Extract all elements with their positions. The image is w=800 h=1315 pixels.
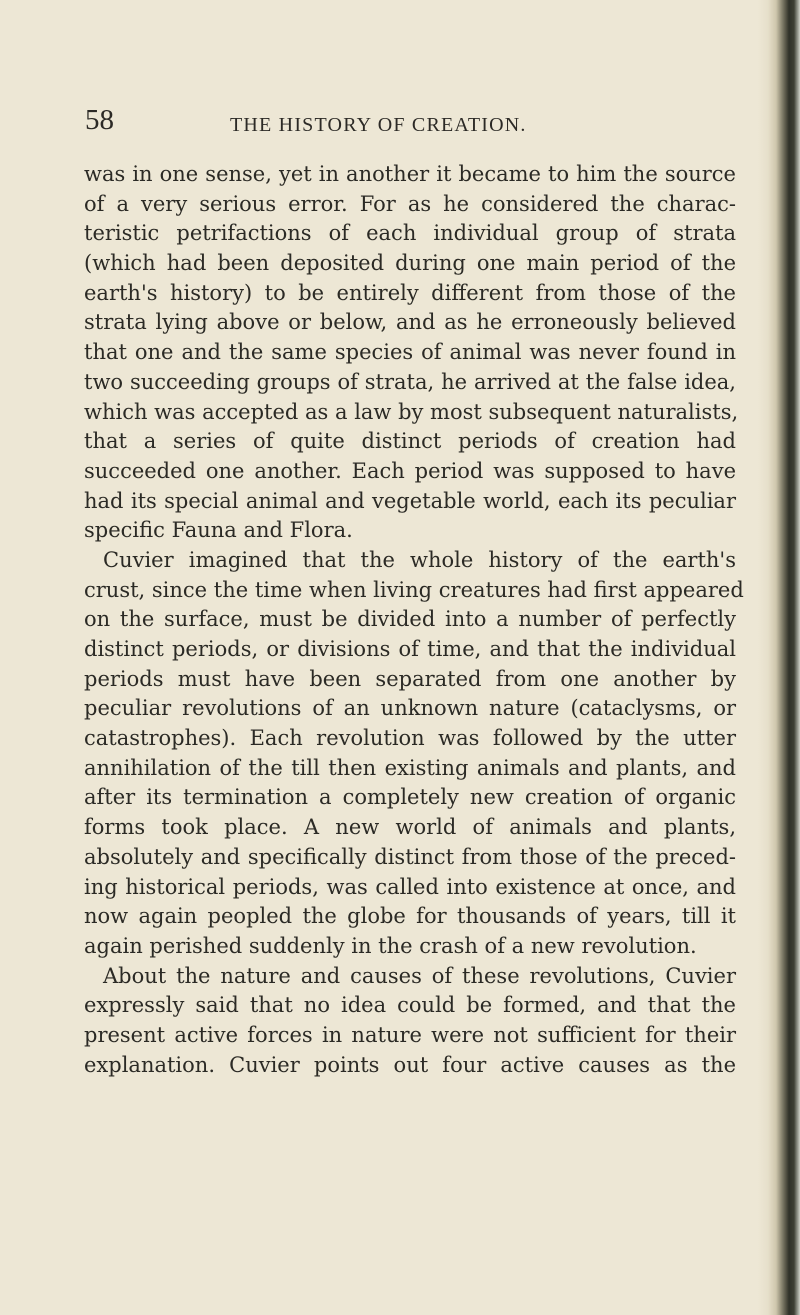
text-line: forms took place. A new world of animals and plants, — [84, 815, 736, 840]
text-line: (which had been deposited during one main period of the — [84, 251, 736, 276]
binding-edge — [758, 0, 800, 1315]
text-line: earth's history) to be entirely different from those of the — [84, 280, 736, 305]
body-text — [84, 160, 744, 1080]
text-line: absolutely and specifically distinct from those of the preced- — [84, 844, 736, 869]
text-line: which was accepted as a law by most subsequent naturalists, — [84, 399, 739, 424]
text-line: ing historical periods, was called into existence at once, and — [84, 874, 736, 899]
text-line: About the nature and causes of these revolutions, Cuvier — [103, 963, 736, 988]
text-line: periods must have been separated from one another by — [84, 666, 736, 691]
text-line: teristic petrifactions of each individual group of strata — [84, 221, 736, 246]
text-line: had its special animal and vegetable world, each its peculiar — [84, 488, 736, 513]
text-line: explanation. Cuvier points out four active causes as the — [84, 1052, 736, 1077]
text-line: on the surface, must be divided into a number of perfectly — [84, 607, 736, 632]
text-line: annihilation of the till then existing animals and plants, and — [84, 755, 736, 780]
text-line: that one and the same species of animal was never found in — [84, 340, 736, 365]
text-line: of a very serious error. For as he considered the charac- — [84, 191, 736, 216]
text-line: succeeded one another. Each period was supposed to have — [84, 458, 736, 483]
page-number: 58 — [85, 104, 114, 136]
running-head: THE HISTORY OF CREATION. — [230, 114, 527, 136]
text-line: specific Fauna and Flora. — [84, 518, 353, 543]
text-line: expressly said that no idea could be formed, and that the — [84, 993, 736, 1018]
page-header — [85, 104, 725, 144]
text-line: strata lying above or below, and as he erroneously believed — [84, 310, 736, 335]
text-line: after its termination a completely new creation of organic — [84, 785, 736, 810]
text-line: Cuvier imagined that the whole history of the earth's — [103, 547, 736, 572]
text-line: again perished suddenly in the crash of a new revolution. — [84, 933, 697, 958]
text-line: that a series of quite distinct periods of creation had — [84, 429, 736, 454]
text-line: distinct periods, or divisions of time, and that the individual — [84, 637, 736, 661]
text-line: was in one sense, yet in another it became to him the source — [84, 162, 736, 186]
text-line: peculiar revolutions of an unknown nature (cataclysms, or — [84, 696, 736, 721]
text-line: now again peopled the globe for thousands of years, till it — [84, 904, 736, 929]
text-line: catastrophes). Each revolution was followed by the utter — [84, 726, 736, 751]
text-line: crust, since the time when living creatures had first appeared — [84, 577, 744, 602]
text-line: present active forces in nature were not sufficient for their — [84, 1022, 736, 1047]
text-line: two succeeding groups of strata, he arrived at the false idea, — [84, 369, 736, 394]
